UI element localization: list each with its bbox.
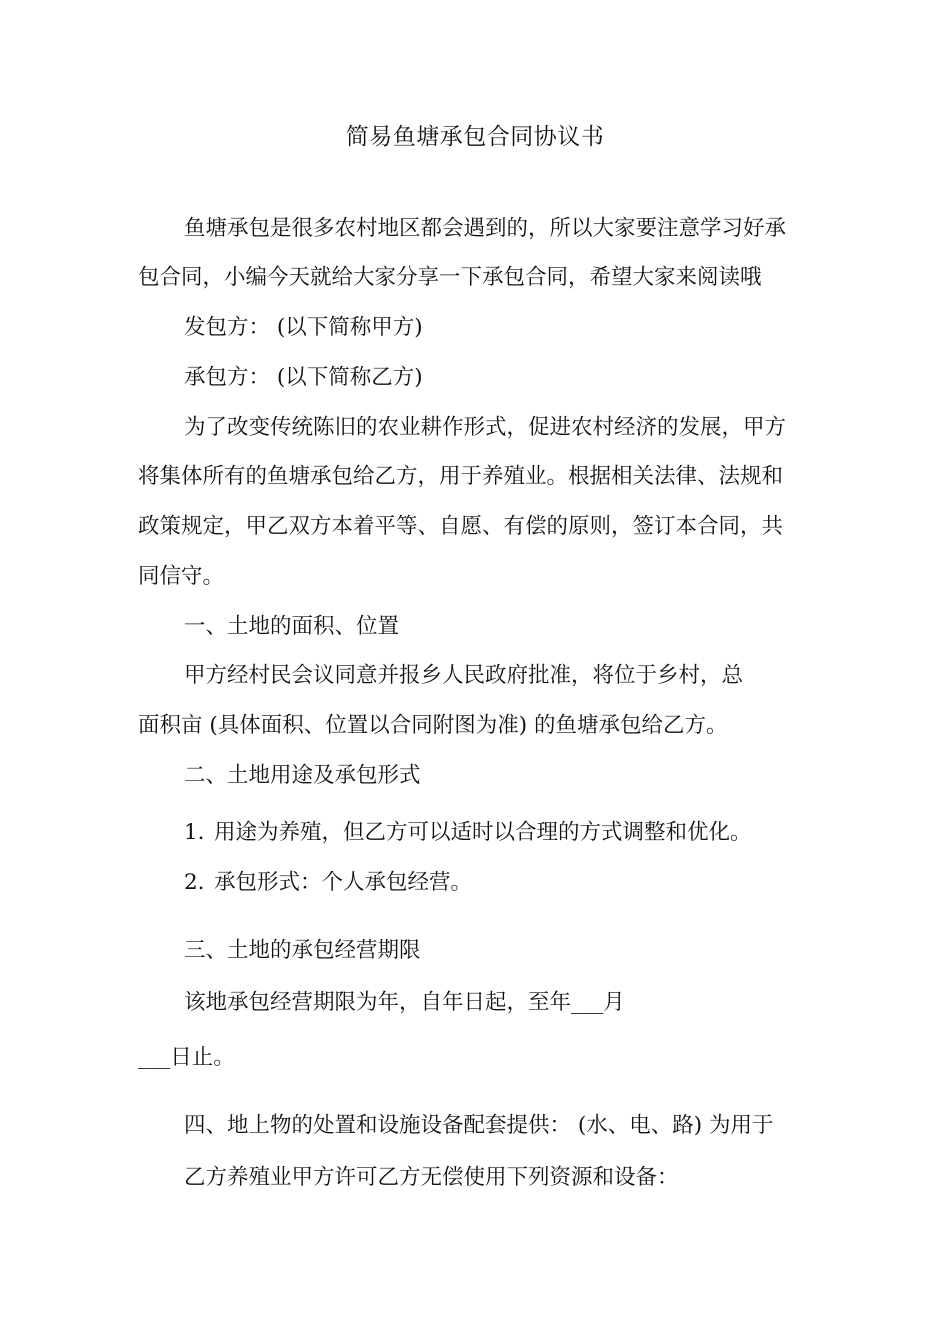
line-text: ___日止。: [138, 1045, 235, 1070]
line-text: 同信守。: [138, 564, 225, 589]
paragraph-line: [184, 612, 399, 642]
paragraph-line: [184, 936, 421, 966]
line-text: 二、土地用途及承包形式: [184, 763, 421, 788]
paragraph-line: [184, 1111, 773, 1141]
line-text: 甲方经村民会议同意并报乡人民政府批准，将位于乡村，总: [184, 663, 744, 688]
list-item-number: 2.: [184, 870, 205, 895]
line-text: 承包形式：个人承包经营。: [214, 870, 473, 895]
line-text: 用途为养殖，但乙方可以适时以合理的方式调整和优化。: [214, 820, 752, 845]
paragraph-line: [138, 1043, 235, 1073]
paragraph-line: [184, 761, 421, 791]
paragraph-line: [184, 661, 743, 691]
paragraph-line: [138, 263, 762, 293]
paragraph-line: [138, 462, 783, 492]
paragraph-line: [184, 214, 786, 244]
paragraph-line: [184, 988, 625, 1018]
line-text: 包合同，小编今天就给大家分享一下承包合同，希望大家来阅读哦: [138, 265, 762, 290]
line-text: 将集体所有的鱼塘承包给乙方，用于养殖业。根据相关法律、法规和: [138, 464, 784, 489]
paragraph-line: [184, 1163, 679, 1193]
line-text: 为了改变传统陈旧的农业耕作形式，促进农村经济的发展，甲方: [184, 415, 787, 440]
line-text: 该地承包经营期限为年，自年日起，至年___月: [184, 990, 625, 1015]
line-text: 乙方养殖业甲方许可乙方无偿使用下列资源和设备：: [184, 1165, 679, 1190]
list-item: [184, 818, 752, 848]
line-text: 一、土地的面积、位置: [184, 614, 400, 639]
line-text: 政策规定，甲乙双方本着平等、自愿、有偿的原则，签订本合同，共: [138, 514, 784, 539]
line-text: 面积亩 (具体面积、位置以合同附图为准) 的鱼塘承包给乙方。: [138, 713, 728, 738]
line-text: 发包方： (以下简称甲方): [184, 315, 423, 340]
line-text: 四、地上物的处置和设施设备配套提供： (水、电、路) 为用于: [184, 1113, 774, 1138]
list-item-number: 1.: [184, 820, 205, 845]
paragraph-line: [184, 313, 423, 343]
document-title: 简易鱼塘承包合同协议书: [345, 124, 605, 150]
paragraph-line: [138, 711, 727, 741]
line-text: 三、土地的承包经营期限: [184, 938, 421, 963]
paragraph-line: [138, 562, 224, 592]
line-text: 承包方： (以下简称乙方): [184, 365, 423, 390]
line-text: 鱼塘承包是很多农村地区都会遇到的，所以大家要注意学习好承: [184, 216, 787, 241]
paragraph-line: [184, 363, 423, 393]
paragraph-line: [138, 512, 783, 542]
list-item: [184, 868, 472, 898]
paragraph-line: [184, 413, 786, 443]
